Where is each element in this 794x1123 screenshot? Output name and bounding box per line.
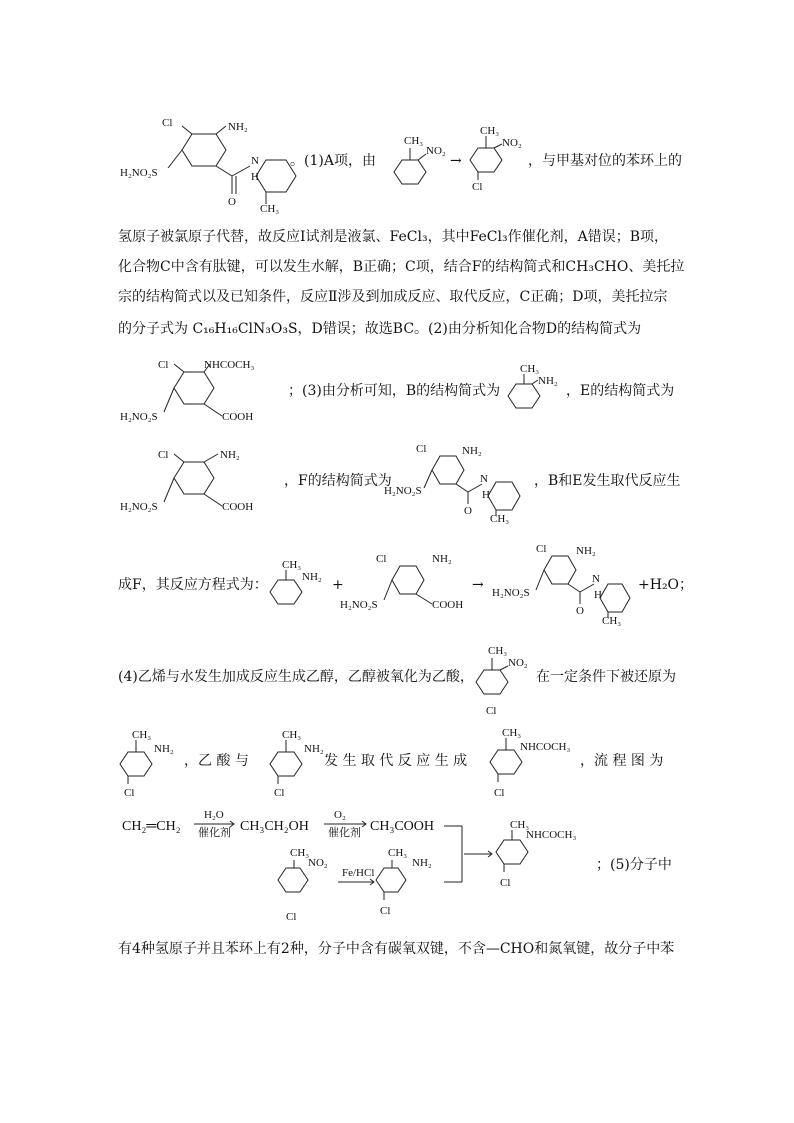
text-p4: 宗的结构简式以及已知条件，反应Ⅱ涉及到加成反应、取代反应，C正确；D项，美托拉宗 [118,289,668,305]
svg-text:NH₂: NH₂ [220,449,240,461]
svg-text:NO₂: NO₂ [502,137,522,149]
label-h: H [251,171,259,183]
text-p1-tail: 。(1)A项，由 [290,153,376,169]
svg-text:H₂NO₂S: H₂NO₂S [120,501,158,513]
svg-text:Cl: Cl [158,359,169,371]
label-nh2: NH₂ [228,121,248,133]
svg-text:CH₃: CH₃ [282,559,302,571]
svg-text:CH₃: CH₃ [388,847,408,859]
eq-reactant-e [340,552,480,614]
chloro-nitrotoluene-structure [466,124,530,194]
eq-product-f [492,542,642,627]
chloro-toluidine-structure [118,728,180,798]
svg-text:H₂NO₂S: H₂NO₂S [120,411,158,423]
svg-text:O: O [464,505,472,517]
text-p9-b: 在一定条件下被还原为 [536,669,676,685]
svg-text:CH₃: CH₃ [602,615,622,627]
synthesis-flow-chart [118,806,598,926]
text-p6-a: ；(3)由分析可知，B的结构简式为 [288,383,501,399]
svg-text:Cl: Cl [376,553,387,565]
flow-ethanol: CH₃CH₂OH [240,819,309,834]
svg-text:COOH: COOH [222,411,254,423]
svg-text:CH₃: CH₃ [502,727,522,739]
svg-text:Fe/HCl: Fe/HCl [342,867,375,879]
text-p10-a: ，乙 酸 与 [184,753,249,769]
text-p10-c: ，流 程 图 为 [580,753,664,769]
svg-text:CH₃: CH₃ [404,135,424,147]
text-p11-end: ；(5)分子中 [596,857,672,873]
text-p7: ，F的结构简式为 [284,473,392,489]
label-h2no2s: H₂NO₂S [120,167,158,179]
svg-text:N: N [480,473,488,485]
svg-text:催化剂: 催化剂 [198,827,231,839]
svg-text:Cl: Cl [380,905,391,917]
svg-text:Cl: Cl [494,787,505,799]
svg-text:NH₂: NH₂ [538,375,558,387]
text-p9-a: (4)乙烯与水发生加成反应生成乙醇，乙醇被氧化为乙酸， [118,669,474,685]
acetamide-product-structure [488,726,580,798]
eq-water: +H₂O； [638,577,694,593]
svg-text:CH₃: CH₃ [290,847,310,859]
text-p12: 有4种氢原子并且苯环上有2种，分子中含有碳氧双键，不含—CHO和氮氧键，故分子中苯 [118,941,675,957]
eq-plus: + [332,577,344,593]
svg-text:Cl: Cl [286,911,297,923]
svg-text:COOH: COOH [222,501,254,513]
flow-ethylene: CH₂═CH₂ [122,819,181,834]
compound-f-structure [120,112,310,215]
svg-text:N: N [592,573,600,585]
label-ch3: CH₃ [260,203,280,215]
svg-text:O: O [576,605,584,617]
svg-text:CH₃: CH₃ [510,819,530,831]
text-p2: 氢原子被氯原子代替，故反应Ⅰ试剂是液氯、FeCl₃，其中FeCl₃作催化剂，A错误；B项， [118,229,668,245]
svg-text:O₂: O₂ [334,809,346,821]
text-p5: 的分子式为 C₁₆H₁₆ClN₃O₃S，D错误；故选BC。(2)由分析知化合物D的结构简式为 [118,321,642,337]
chloro-nitrotoluene-structure-2 [474,644,534,716]
label-cl: Cl [162,117,173,129]
svg-text:Cl: Cl [486,705,497,717]
svg-text:Cl: Cl [416,443,427,455]
text-p1-mid: ，与甲基对位的苯环上的 [528,153,682,169]
eq-reactant-b [270,558,330,608]
o-nitrotoluene-structure [392,134,452,190]
svg-text:CH₃: CH₃ [520,363,540,375]
svg-text:NH₂: NH₂ [304,743,324,755]
svg-text:CH₃: CH₃ [282,729,302,741]
eq-arrow: → [472,577,484,593]
svg-text:NO₂: NO₂ [426,145,446,157]
svg-text:H: H [594,589,602,601]
svg-text:NH₂: NH₂ [432,553,452,565]
svg-text:Cl: Cl [158,449,169,461]
label-o: O [228,196,236,208]
label-n: N [251,155,259,167]
svg-text:NO₂: NO₂ [508,657,528,669]
compound-b-structure [508,362,564,412]
svg-text:Cl: Cl [472,181,483,193]
svg-text:CH₃: CH₃ [490,513,510,525]
svg-text:Cl: Cl [274,787,285,799]
text-p8-a: 成F，其反应方程式为： [118,577,268,593]
svg-text:Cl: Cl [124,787,135,799]
compound-e-structure [118,444,278,520]
svg-text:NHCOCH₃: NHCOCH₃ [526,829,577,841]
text-p10-b: 发 生 取 代 反 应 生 成 [324,753,468,769]
svg-text:Cl: Cl [536,543,547,555]
text-p6-b: ，E的结构简式为 [566,383,675,399]
svg-text:CH₃: CH₃ [132,729,152,741]
svg-text:CH₃: CH₃ [488,645,508,657]
svg-text:NH₂: NH₂ [576,545,596,557]
svg-text:NHCOCH₃: NHCOCH₃ [204,359,255,371]
text-p7-b: ，B和E发生取代反应生 [534,473,681,489]
compound-f-small-structure [384,442,534,525]
svg-text:H: H [482,489,490,501]
svg-text:H₂O: H₂O [204,809,224,821]
svg-text:NO₂: NO₂ [308,857,328,869]
svg-text:H₂NO₂S: H₂NO₂S [384,485,422,497]
text-p3: 化合物C中含有肽键，可以发生水解，B正确；C项，结合F的结构简式和CH₃CHO、美托拉 [118,259,685,275]
svg-text:NH₂: NH₂ [462,445,482,457]
svg-text:COOH: COOH [432,599,464,611]
svg-text:H₂NO₂S: H₂NO₂S [492,587,530,599]
svg-text:CH₃: CH₃ [480,125,500,137]
svg-text:NHCOCH₃: NHCOCH₃ [520,741,571,753]
svg-text:NH₂: NH₂ [154,743,174,755]
arrow-1: → [450,153,462,169]
chloro-toluidine-structure-2 [268,728,330,798]
svg-text:催化剂: 催化剂 [328,827,361,839]
compound-d-structure [118,354,288,432]
svg-text:NH₂: NH₂ [302,571,322,583]
svg-text:Cl: Cl [500,877,511,889]
svg-text:H₂NO₂S: H₂NO₂S [340,599,378,611]
svg-text:NH₂: NH₂ [412,857,432,869]
flow-acetic: CH₃COOH [370,819,434,834]
